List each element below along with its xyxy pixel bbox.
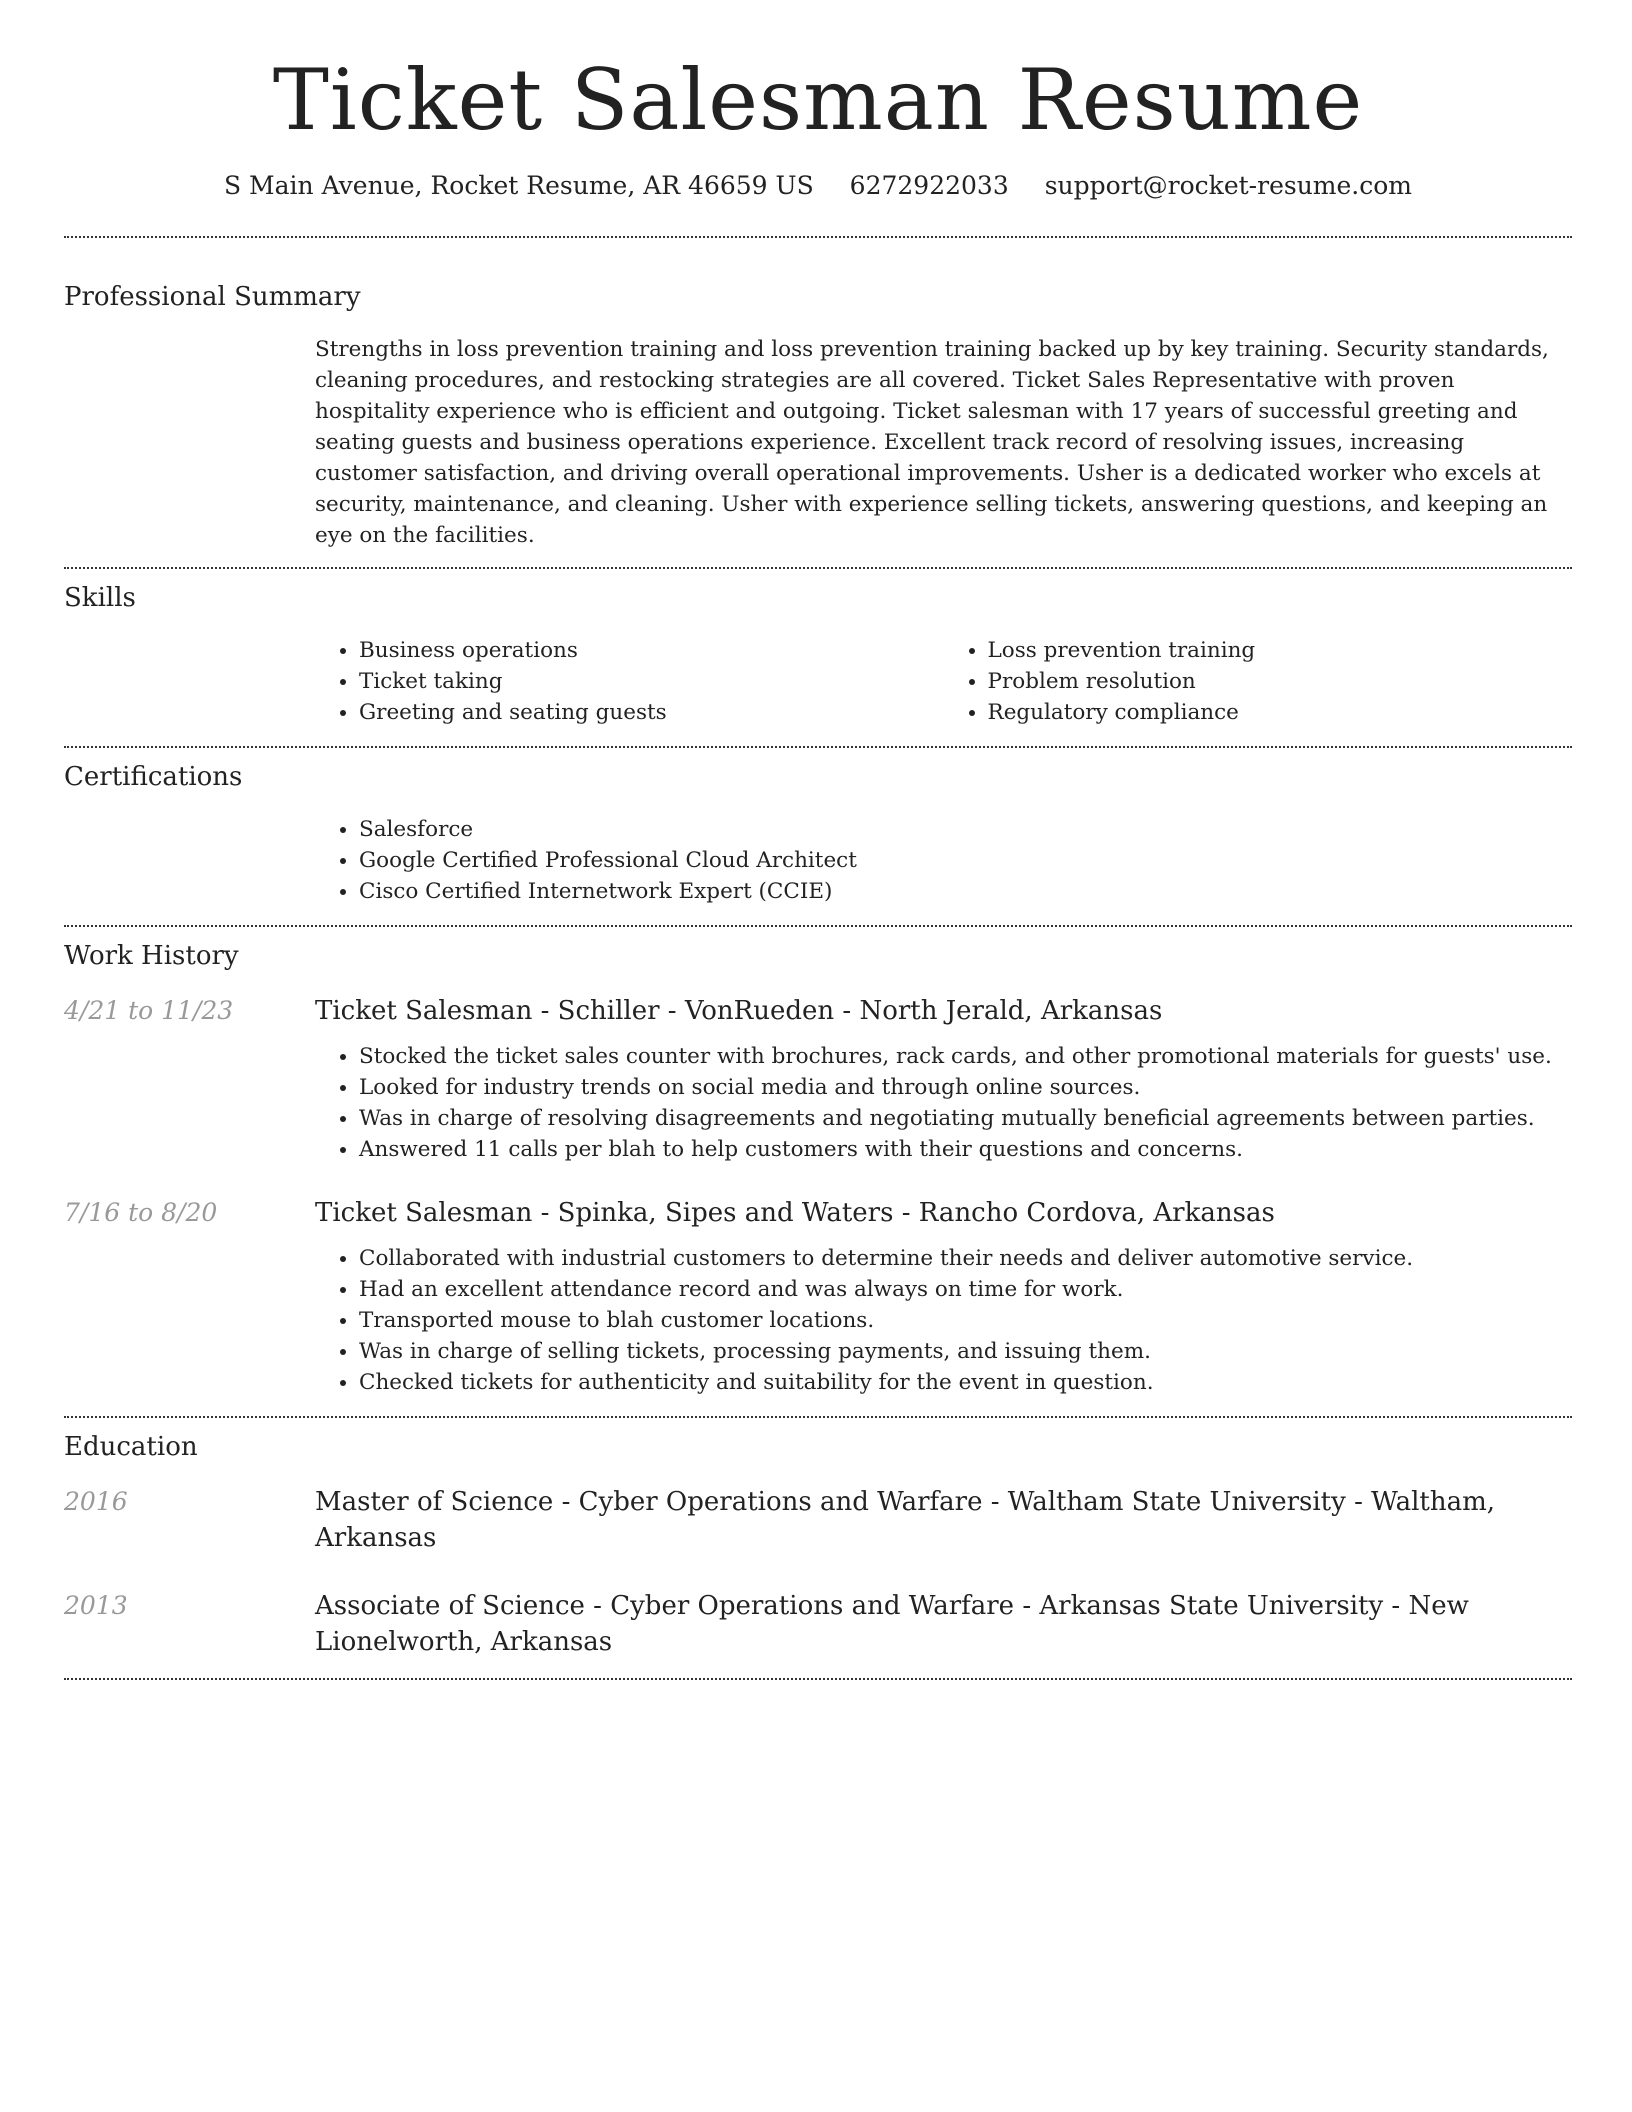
contact-address: S Main Avenue, Rocket Resume, AR 46659 US: [223, 171, 814, 200]
contact-phone: 6272922033: [849, 171, 1009, 200]
education-heading: [315, 1588, 1572, 1660]
skill-item: • Regulatory compliance: [988, 697, 1573, 728]
divider: [64, 1678, 1572, 1680]
job-bullet: • Looked for industry trends on social media and through online sources.: [359, 1072, 1572, 1103]
job-bullet: • Answered 11 calls per blah to help customers with their questions and concerns.: [359, 1134, 1572, 1165]
job-entry: [64, 993, 1572, 1165]
resume-page: [64, 0, 1572, 1680]
job-details: - Spinka, Sipes and Waters - Rancho Cordova, Arkansas: [532, 1198, 1275, 1228]
job-details: - Schiller - VonRueden - North Jerald, Arkansas: [532, 996, 1163, 1026]
education-year: 2016: [64, 1487, 128, 1516]
section-title-summary: Professional Summary: [64, 282, 361, 312]
job-heading: [315, 1195, 1572, 1231]
education-heading: [315, 1484, 1572, 1556]
job-bullet: • Stocked the ticket sales counter with brochures, rack cards, and other promotional materials for guests' use.: [359, 1041, 1572, 1072]
job-role: Ticket Salesman: [315, 996, 533, 1026]
skill-item: • Problem resolution: [988, 666, 1573, 697]
certification-item: • Cisco Certified Internetwork Expert (CCIE): [359, 876, 1572, 907]
education-entry: [64, 1484, 1572, 1556]
job-dates: 7/16 to 8/20: [64, 1198, 218, 1227]
skill-item: • Greeting and seating guests: [359, 697, 944, 728]
job-bullets: [315, 1243, 1572, 1398]
skills-list-right: [944, 635, 1573, 728]
education-year: 2013: [64, 1591, 128, 1620]
section-title-work-history: Work History: [64, 941, 239, 971]
certification-item: • Google Certified Professional Cloud Architect: [359, 845, 1572, 876]
job-entry: [64, 1195, 1572, 1398]
education-degree: Associate of Science: [315, 1591, 585, 1621]
education-entry: [64, 1588, 1572, 1660]
certifications-section: [64, 748, 1572, 907]
education-details: - Cyber Operations and Warfare - Arkansas State University - New Lionelworth, Arkansas: [315, 1591, 1469, 1657]
job-bullet: • Was in charge of resolving disagreements and negotiating mutually beneficial agreements between parties.: [359, 1103, 1572, 1134]
education-degree: Master of Science: [315, 1487, 554, 1517]
summary-section: [64, 238, 1572, 551]
education-section: [64, 1418, 1572, 1660]
section-title-skills: Skills: [64, 583, 136, 613]
section-title-education: Education: [64, 1432, 198, 1462]
work-history-section: [64, 927, 1572, 1398]
contact-email: support@rocket-resume.com: [1044, 171, 1412, 200]
skills-section: [64, 569, 1572, 728]
resume-title: Ticket Salesman Resume: [272, 51, 1364, 149]
job-dates: 4/21 to 11/23: [64, 996, 234, 1025]
job-bullet: • Transported mouse to blah customer locations.: [359, 1305, 1572, 1336]
job-bullet: • Checked tickets for authenticity and suitability for the event in question.: [359, 1367, 1572, 1398]
certification-item: • Salesforce: [359, 814, 1572, 845]
job-bullet: • Had an excellent attendance record and was always on time for work.: [359, 1274, 1572, 1305]
summary-text: Strengths in loss prevention training and loss prevention training backed up by key training. Security standards, cleaning procedures, and restocking strategies are all covered. Ticket Sales Representative with proven hospitality experience who is efficient and outgoing. Ticket salesman with 17 years of successful greeting and seating guests and business operations experience. Excellent track record of resolving issues, increasing customer satisfaction, and driving overall operational improvements. Usher is a dedicated worker who excels at security, maintenance, and cleaning. Usher with experience selling tickets, answering questions, and keeping an eye on the facilities.: [315, 337, 1549, 548]
job-bullet: • Was in charge of selling tickets, processing payments, and issuing them.: [359, 1336, 1572, 1367]
certifications-list: [315, 814, 1572, 907]
job-role: Ticket Salesman: [315, 1198, 533, 1228]
skills-list-left: [315, 635, 944, 728]
skill-item: • Loss prevention training: [988, 635, 1573, 666]
section-title-certifications: Certifications: [64, 762, 243, 792]
job-heading: [315, 993, 1572, 1029]
contact-line: [64, 170, 1572, 202]
skill-item: • Ticket taking: [359, 666, 944, 697]
skill-item: • Business operations: [359, 635, 944, 666]
job-bullets: [315, 1041, 1572, 1165]
education-details: - Cyber Operations and Warfare - Waltham State University - Waltham, Arkansas: [315, 1487, 1496, 1553]
job-bullet: • Collaborated with industrial customers to determine their needs and deliver automotive service.: [359, 1243, 1572, 1274]
